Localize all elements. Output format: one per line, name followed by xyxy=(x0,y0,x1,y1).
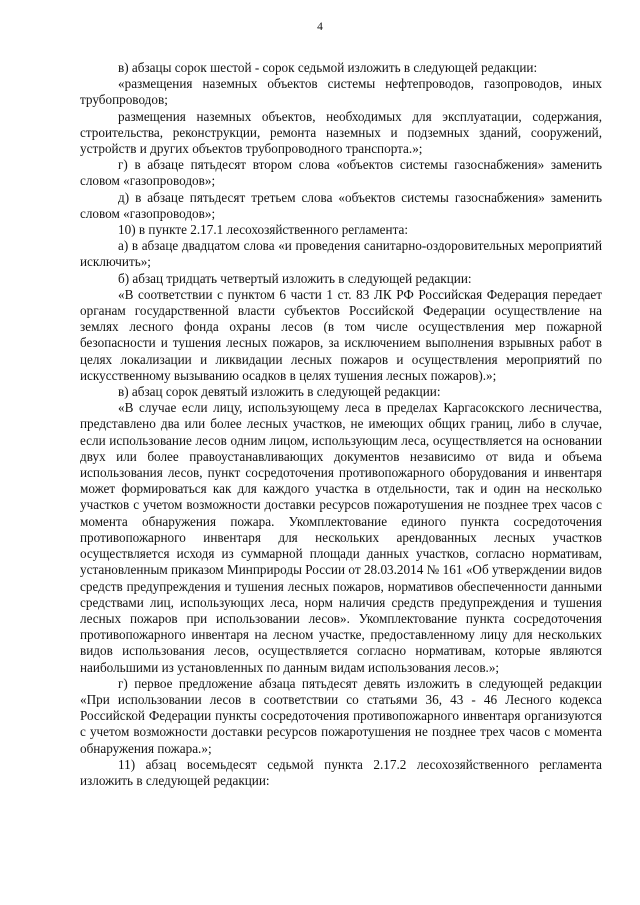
paragraph: а) в абзаце двадцатом слова «и проведения санитарно-оздоровительных мероприятий исключить»; xyxy=(80,238,602,270)
paragraph: г) в абзаце пятьдесят втором слова «объектов системы газоснабжения» заменить словом «газопроводов»; xyxy=(80,157,602,189)
paragraph: размещения наземных объектов, необходимых для эксплуатации, содержания, строительства, реконструкции, ремонта наземных и подземных зданий, сооружений, устройств и других объектов трубопроводного транспорта.»; xyxy=(80,108,602,157)
paragraph: б) абзац тридцать четвертый изложить в следующей редакции: xyxy=(118,270,472,286)
paragraph: в) абзац сорок девятый изложить в следующей редакции: xyxy=(118,384,441,400)
paragraph: «размещения наземных объектов системы нефтепроводов, газопроводов, иных трубопроводов; xyxy=(80,76,602,108)
document-body xyxy=(80,60,602,789)
page-number: 4 xyxy=(317,21,323,33)
paragraph: 10) в пункте 2.17.1 лесохозяйственного регламента: xyxy=(118,222,409,238)
paragraph: «В случае если лицу, использующему леса в пределах Каргасокского лесничества, представлено два или более лесных участков, не имеющих общих границ, либо в случае, если использование лесов одним лицом, использующим леса, осуществляется на основании двух или более правоустанавливающих документов независимо от вида и объема использования лесов, пункт сосредоточения противопожарного оборудования и инвентаря может формироваться как для каждого участка в отдельности, так и один на несколько участков с учетом возможности доставки ресурсов пожаротушения не позднее трех часов с момента обнаружения пожара. Укомплектование единого пункта сосредоточения противопожарного инвентаря для нескольких арендованных лесных участков осуществляется исходя из суммарной площади данных участков, согласно нормативам, установленным приказом Минприроды России от 28.03.2014 № 161 «Об утверждении видов средств предупреждения и тушения лесных пожаров, нормативов обеспеченности данными средствами лиц, использующих леса, норм наличия средств предупреждения и тушения лесных пожаров при использовании лесов». Укомплектование пункта сосредоточения противопожарного инвентаря на лесном участке, предоставленному лицу для нескольких видов использования лесов, осуществляется согласно нормативам, которые являются наибольшими из установленных по данным видам использования лесов.»; xyxy=(80,400,602,675)
paragraph: «В соответствии с пунктом 6 части 1 ст. 83 ЛК РФ Российская Федерация передает органам государственной власти субъектов Российской Федерации осуществление на землях лесного фонда охраны лесов (в том числе осуществления мер пожарной безопасности и тушения лесных пожаров, за исключением выполнения взрывных работ в целях локализации и ликвидации лесных пожаров и осуществления мероприятий по искусственному вызыванию осадков в целях тушения лесных пожаров).»; xyxy=(80,286,602,383)
paragraph: г) первое предложение абзаца пятьдесят девять изложить в следующей редакции «При использовании лесов в соответствии со статьями 36, 43 - 46 Лесного кодекса Российской Федерации пункты сосредоточения противопожарного инвентаря организуются с учетом возможности доставки ресурсов пожаротушения не позднее трех часов с момента обнаружения пожара.»; xyxy=(80,675,602,756)
paragraph: 11) абзац восемьдесят седьмой пункта 2.17.2 лесохозяйственного регламента изложить в следующей редакции: xyxy=(80,756,602,788)
paragraph: в) абзацы сорок шестой - сорок седьмой изложить в следующей редакции: xyxy=(118,60,538,75)
paragraph: д) в абзаце пятьдесят третьем слова «объектов системы газоснабжения» заменить словом «газопроводов»; xyxy=(80,189,602,221)
